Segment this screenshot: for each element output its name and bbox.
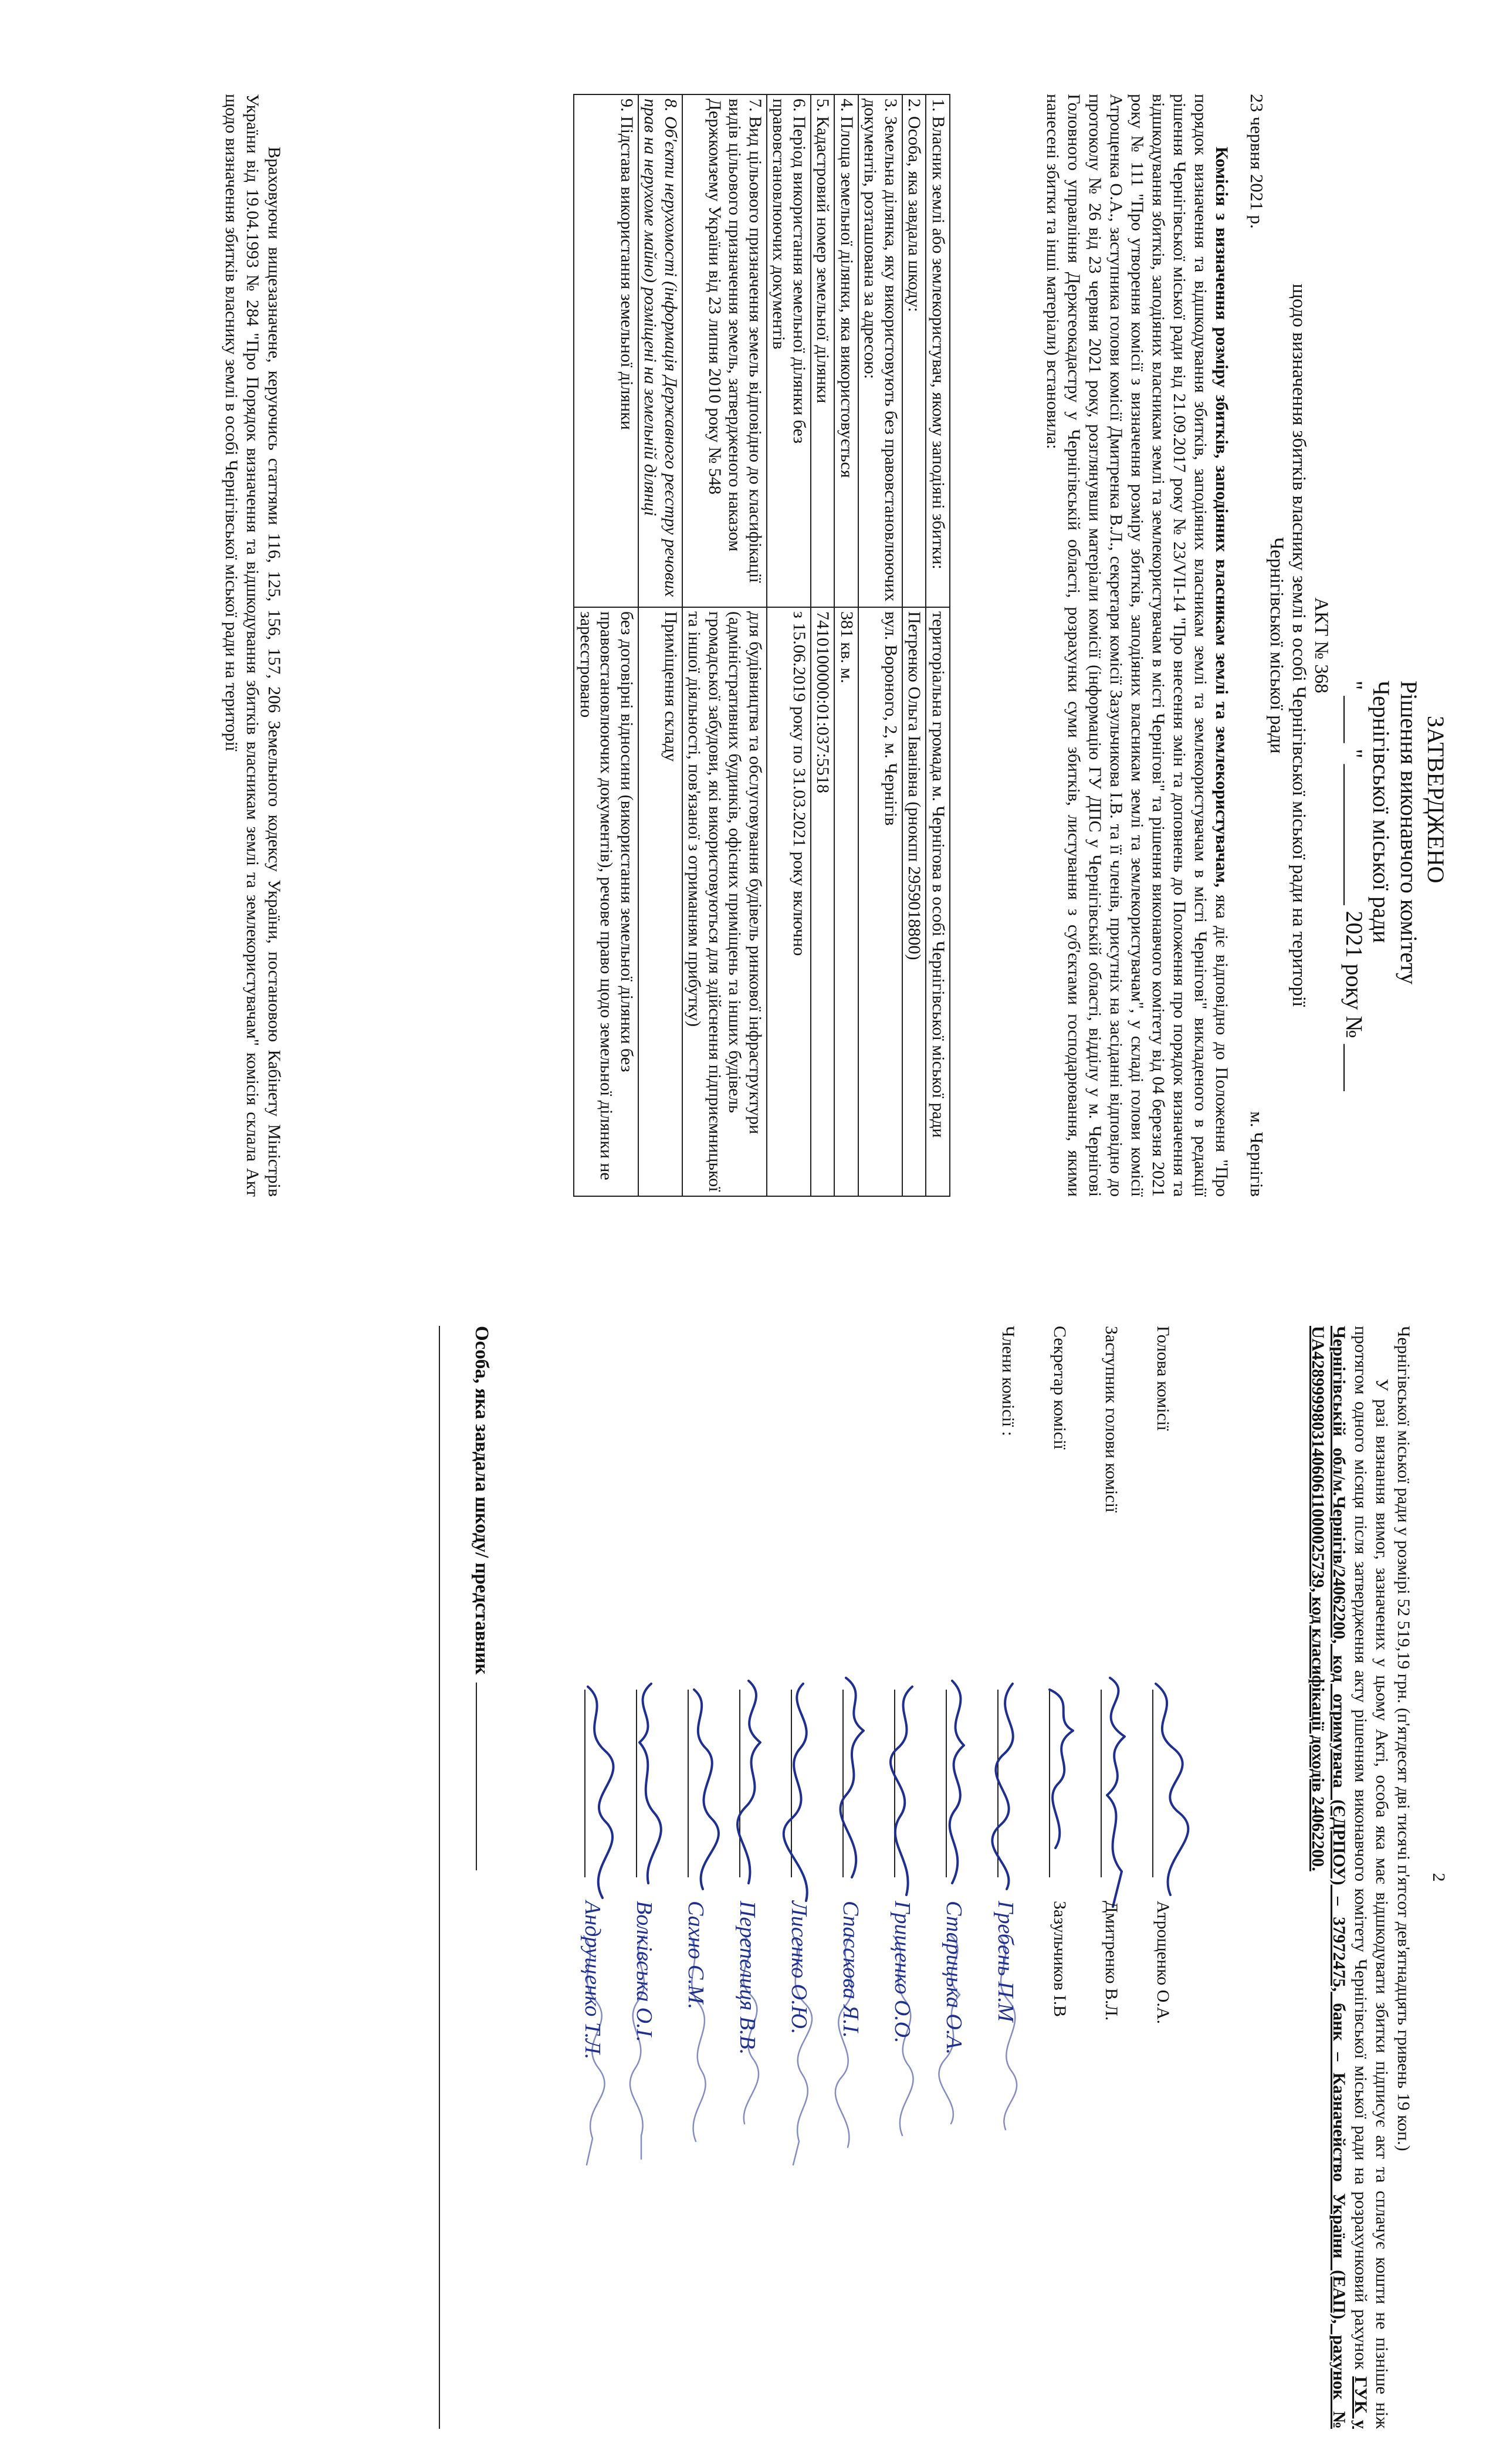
- signature-scribble-icon: [828, 1672, 881, 1918]
- signer-name: Андрущенко Т.Л.: [580, 1901, 605, 2060]
- table-row: [767, 94, 811, 1196]
- signer-name: Дмитренко В.Л.: [1102, 1901, 1121, 2021]
- signature-scribble-icon: [983, 1672, 1036, 1918]
- row-value: без договірні відносини (використання земельної ділянки без правовстановлюючих документів), речове право щодо земельної ділянки не зареєстровано: [574, 607, 639, 1196]
- table-row: [811, 94, 835, 1196]
- approval-body: Рішення виконавчого комітету: [1395, 681, 1422, 985]
- signature-scribble-icon: [932, 1672, 984, 1918]
- approval-council: Чернігівської міської ради: [1368, 681, 1395, 943]
- signature-scribble-icon: [777, 1672, 830, 1918]
- table-row: [574, 94, 639, 1196]
- signer-name: Спасскова Я.І.: [838, 1901, 863, 2038]
- act-subtitle-2: Чернігівської міської ради: [1266, 537, 1288, 754]
- signer-name: Волківська О.І.: [632, 1901, 656, 2042]
- act-title-block: [1265, 59, 1332, 1232]
- victim-signature-line: [439, 1326, 440, 2429]
- row-label: 2. Особа, яка завдала шкоду:: [902, 94, 926, 607]
- row-label: 9. Підстава використання земельної ділянки: [574, 94, 639, 607]
- signature-scribble-icon: [1035, 1672, 1088, 1918]
- row-label: 8. Об'єкти нерухомості (інформація Державного реєстру речових прав на нерухоме майно) розміщені на земельній ділянці: [638, 94, 682, 607]
- act-date: 23 червня 2021 р.: [1247, 94, 1267, 229]
- approval-date: " ____ " ____________ 2021 року № ____: [1341, 681, 1368, 1091]
- row-value: для будівництва та обслуговування будівель ринкової інфраструктури (адміністративних будинків, офісних приміщень та інших будівель громадської забудови, які використовуються для здійснення підприємницької та іншої діяльності, пов'язаної з отриманням прибутку): [682, 607, 767, 1196]
- signer-row: [725, 1326, 760, 2429]
- approval-heading: ЗАТВЕРДЖЕНО: [1423, 716, 1449, 884]
- signer-row: [570, 1326, 605, 2429]
- row-label: 3. Земельна ділянка, яку використовують без правовстановлюючих документів, розташована за адресою:: [858, 94, 902, 607]
- row-label: 5. Кадастровий номер земельної ділянки: [811, 94, 835, 607]
- row-label: 6. Період використання земельної ділянки без правовстановлюючих документів: [767, 94, 811, 607]
- table-row: [682, 94, 767, 1196]
- signer-row: [1138, 1326, 1173, 2429]
- page-number: 2: [1429, 1873, 1448, 1882]
- signer-role: Секретар комісії: [1050, 1326, 1069, 1450]
- signer-role: Голова комісії: [1153, 1326, 1173, 1431]
- victim-signature: [470, 1326, 493, 2429]
- table-row: [926, 94, 950, 1196]
- land-info-table: [574, 94, 951, 1197]
- act-page-2: [70, 1291, 1449, 2464]
- signer-role: Члени комісії :: [999, 1326, 1018, 1437]
- signer-row: [828, 1326, 864, 2429]
- intro-body: яка діє відповідно до Положення "Про порядок визначення та відшкодування збитків, заподіяних власникам землі та землекористувачам в місті Чернігові" викладеного в редакції рішення Чернігівської міської ради від 21.09.2017 року № 23/VII-14 "Про внесення змін та доповнень до Положення про порядок визначення та відшкодування збитків, заподіяних власникам землі та землекористувачам в місті Чернігові" та рішення виконавчого комітету від 04 березня 2021 року № 111 "Про утворення комісії з визначення розміру збитків, заподіяних власникам землі та землекористувачам", у складі голови комісії Атрощенка О.А., заступника голови комісії Дмитренка В.Л., секретаря комісії Зазульчикова І.В. та її членів, присутніх на засіданні відповідно до протоколу № 26 від 23 червня 2021 року, розглянувши матеріали комісії (інформацію ГУ ДПС у Чернігівській області, відділу у м. Чернігові Головного управління Держгеокадастру у Чернігівській області, розрахунки суми збитків, листування з суб'єктами господарювання, якими нанесені збитки та інші матеріали) встановила:: [1043, 94, 1231, 1197]
- payment-terms: У разі визнання вимог, зазначених у цьому Акті, особа яка має відшкодувати збитки підписує акт та сплачує кошти не пізніше ніж протягом одного місяця після затвердження акту рішенням виконавчого комітету Чернігівської міської ради на розрахунковий рахунок: [1351, 1326, 1392, 2429]
- signer-name: Лисенко О.Ю.: [787, 1901, 811, 2035]
- table-row: [902, 94, 926, 1196]
- signature-scribble-icon: [570, 1672, 623, 1918]
- bank-details: ГУК у Чернігівській обл/м.Чернігів/24062200, код отримувача (ЄДРПОУ) – 37972475, банк – Казначейство України (ЕАП), рахунок № UA428999980314060611000025739, код класифікації доходів 24062200.: [1308, 1326, 1370, 2429]
- row-label: 4. Площа земельної ділянки, яка використовується: [835, 94, 859, 607]
- signature-scribble-icon: [1138, 1672, 1191, 1918]
- act-subtitle: щодо визначення збитків власнику землі в особі Чернігівської міської ради на території: [1288, 283, 1310, 1007]
- signer-name: Сахно С.М.: [683, 1901, 708, 2009]
- row-value: територіальна громада м. Чернігова в особі Чернігівської міської ради: [926, 607, 950, 1196]
- signer-name: Перепелиця В.В.: [735, 1901, 760, 2055]
- signature-scribble-icon: [1087, 1672, 1139, 1918]
- approval-stamp: [1340, 681, 1449, 1209]
- signer-row: [1087, 1326, 1122, 2429]
- signer-row: [932, 1326, 967, 2429]
- row-value: 381 кв. м.: [835, 607, 859, 1196]
- signer-name: Грищенко О.О.: [890, 1901, 915, 2043]
- table-row: [835, 94, 859, 1196]
- intro-paragraph: [1042, 94, 1232, 1197]
- row-value: Петренко Ольга Іванівна (рнокпп 2959018800): [902, 607, 926, 1196]
- signature-scribble-icon: [673, 1672, 726, 1918]
- row-value: 7410100000:01:037:5518: [811, 607, 835, 1196]
- signer-name: Старицька О.А.: [942, 1901, 966, 2055]
- signer-row: [673, 1326, 709, 2429]
- act-page-1: [70, 59, 1449, 1232]
- signature-scribble-icon: [622, 1672, 675, 1918]
- conclusion-paragraph: [220, 94, 285, 1197]
- dateline: [1245, 94, 1267, 1197]
- signer-name: Атрощенко О.А.: [1153, 1901, 1173, 2024]
- intro-lead: Комісія з визначення розміру збитків, заподіяних власникам землі та землекористувачам,: [1212, 147, 1231, 888]
- conclusion-text: Враховуючи вищезазначене, керуючись статтями 116, 125, 156, 157, 206 Земельного кодексу України, постановою Кабінету Міністрів України від 19.04.1993 № 284 "Про Порядок визначення та відшкодування збитків власникам землі та землекористувачам" комісія склала Акт щодо визначення збитків власнику землі в особі Чернігівської міської ради на території: [221, 94, 284, 1197]
- signer-row: [622, 1326, 657, 2429]
- signer-row: [777, 1326, 812, 2429]
- act-city: м. Чернігів: [1247, 1111, 1267, 1197]
- amount-text: Чернігівської міської ради у розмірі 52 519,19 грн. (п'ятдесят дві тисячі п'ятсот дев'ятнадцять гривень 19 коп.): [1394, 1326, 1413, 2151]
- signer-row: [983, 1326, 1018, 2429]
- row-label: 7. Вид цільового призначення земель відповідно до класифікації видів цільового призначення земель, затвердженого наказом Держкомзему України від 23 липня 2010 року № 548: [682, 94, 767, 607]
- payment-text: [1307, 1326, 1414, 2429]
- row-value: вул. Вороного, 2, м. Чернігів: [858, 607, 902, 1196]
- row-label: 1. Власник землі або землекористувач, якому заподіяні збитки:: [926, 94, 950, 607]
- row-value: Приміщення складу: [638, 607, 682, 1196]
- signer-name: Зазульчиков І.В: [1050, 1901, 1069, 2017]
- signer-row: [1035, 1326, 1070, 2429]
- table-row: [638, 94, 682, 1196]
- signature-scribble-icon: [880, 1672, 933, 1918]
- signer-role: Заступник голови комісії: [1102, 1326, 1121, 1513]
- row-value: з 15.06.2019 року по 31.03.2021 року включно: [767, 607, 811, 1196]
- act-title: АКТ № 368: [1311, 597, 1332, 693]
- signer-name: Гребень П.М: [993, 1901, 1018, 2022]
- victim-label: Особа, яка завдала шкоду/ представник: [471, 1326, 492, 1675]
- signature-scribble-icon: [725, 1672, 778, 1918]
- signer-row: [880, 1326, 915, 2429]
- table-row: [858, 94, 902, 1196]
